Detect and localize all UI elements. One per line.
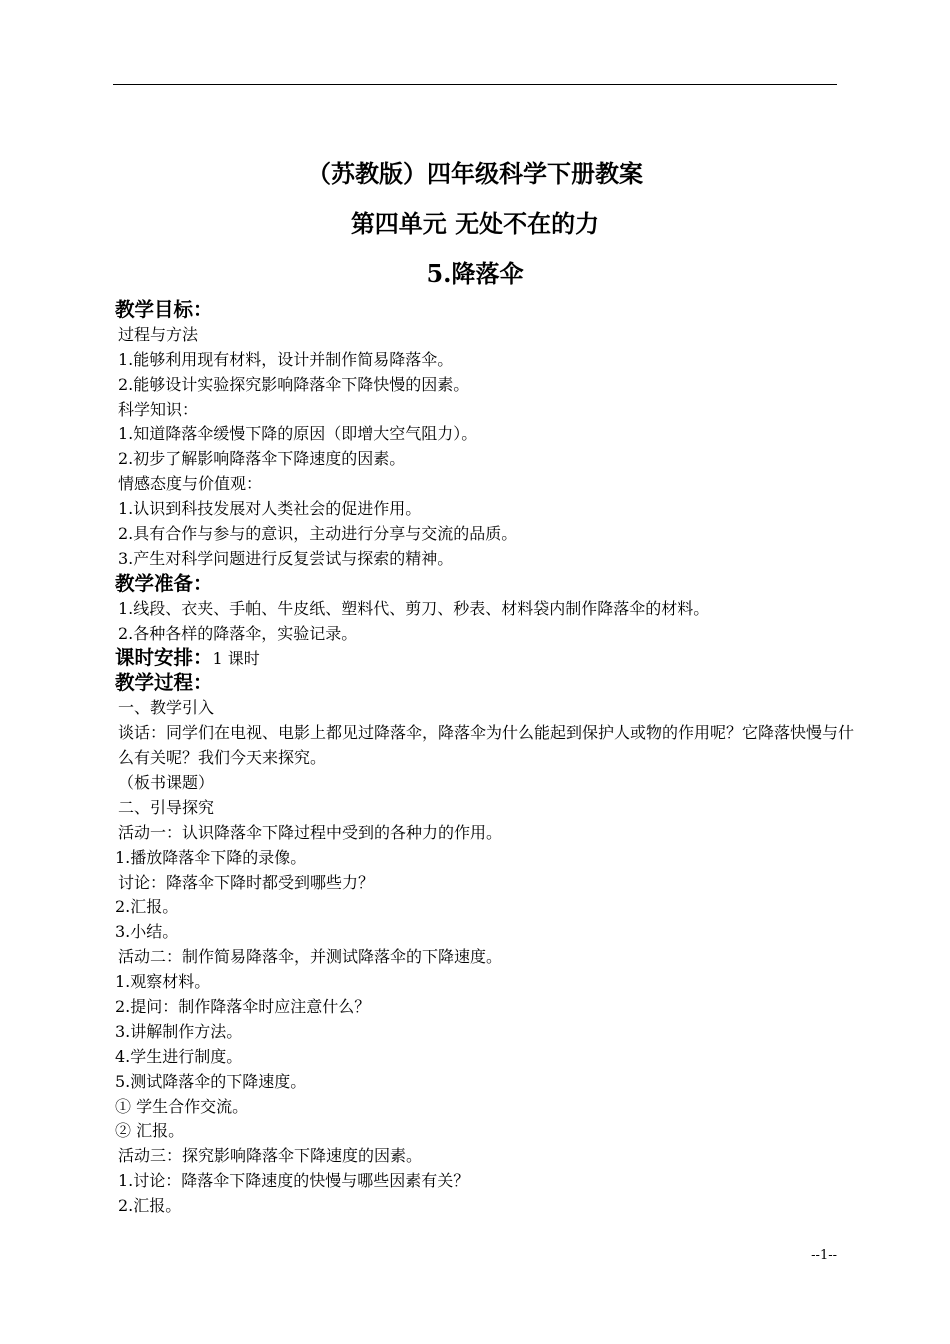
process-heading: 教学过程： [115, 671, 213, 695]
list-item: 2.能够设计实验探究影响降落伞下降快慢的因素。 [118, 374, 470, 394]
attitude-label: 情感态度与价值观： [118, 474, 263, 494]
knowledge-label: 科学知识： [118, 399, 199, 419]
page-number: --1-- [811, 1248, 837, 1263]
objectives-heading: 教学目标： [115, 298, 213, 321]
activity1-title: 活动一：认识降落伞下降过程中受到的各种力的作用。 [118, 822, 503, 842]
list-item: 3.讲解制作方法。 [115, 1021, 243, 1041]
list-item: 1.认识到科技发展对人类社会的促进作用。 [118, 499, 422, 519]
header-rule [113, 84, 837, 85]
lesson-title: 5.降落伞 [426, 259, 524, 288]
list-item: 讨论：降落伞下降时都受到哪些力？ [118, 872, 375, 892]
list-item: 2.汇报。 [118, 1196, 182, 1216]
board-note: （板书课题） [118, 772, 215, 792]
list-item: 2.初步了解影响降落伞下降速度的因素。 [118, 449, 406, 469]
intro-label: 一、教学引入 [118, 698, 215, 718]
list-item: 2.各种各样的降落伞，实验记录。 [118, 623, 358, 643]
list-item: 1.线段、衣夹、手帕、牛皮纸、塑料代、剪刀、秒表、材料袋内制作降落伞的材料。 [118, 598, 710, 618]
schedule-line [115, 646, 855, 671]
list-item: ② 汇报。 [115, 1121, 185, 1141]
process-method-label: 过程与方法 [118, 324, 199, 344]
list-item: 3.产生对科学问题进行反复尝试与探索的精神。 [118, 548, 454, 568]
list-item: 1.知道降落伞缓慢下降的原因（即增大空气阻力）。 [118, 424, 478, 444]
list-item: 3.小结。 [115, 922, 179, 942]
activity2-title: 活动二：制作简易降落伞，并测试降落伞的下降速度。 [118, 947, 503, 967]
schedule-heading: 课时安排： [115, 646, 213, 670]
list-item: 5.测试降落伞的下降速度。 [115, 1071, 307, 1091]
talk-paragraph: 谈话：同学们在电视、电影上都见过降落伞，降落伞为什么能起到保护人或物的作用呢？它降落快慢与什么有关呢？我们今天来探究。 [118, 723, 855, 768]
list-item: 2.具有合作与参与的意识，主动进行分享与交流的品质。 [118, 524, 518, 544]
list-item: 1.观察材料。 [115, 972, 211, 992]
list-item: 2.提问：制作降落伞时应注意什么？ [115, 996, 371, 1016]
list-item: 1.播放降落伞下降的录像。 [115, 847, 307, 867]
document-title: （苏教版）四年级科学下册教案 [307, 159, 643, 188]
list-item: 1.能够利用现有材料，设计并制作简易降落伞。 [118, 349, 454, 369]
list-item: 4.学生进行制度。 [115, 1046, 243, 1066]
preparation-heading: 教学准备： [115, 571, 213, 595]
explore-label: 二、引导探究 [118, 797, 215, 817]
document-body [115, 298, 855, 1219]
list-item: 1.讨论：降落伞下降速度的快慢与哪些因素有关？ [118, 1171, 470, 1191]
schedule-value: 1 课时 [212, 649, 260, 669]
list-item: 2.汇报。 [115, 897, 179, 917]
list-item: ① 学生合作交流。 [115, 1096, 249, 1116]
unit-title: 第四单元 无处不在的力 [350, 209, 600, 238]
activity3-title: 活动三：探究影响降落伞下降速度的因素。 [118, 1146, 423, 1166]
